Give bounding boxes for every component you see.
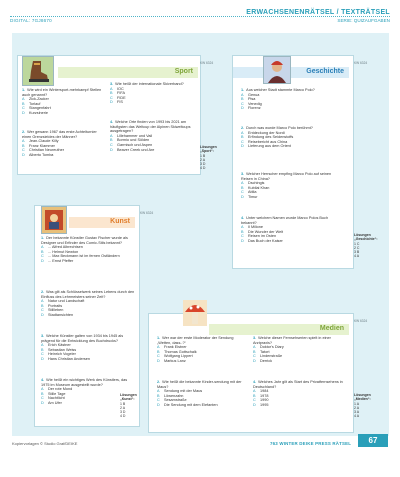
kunst-kw: KW 6324 <box>140 211 154 215</box>
medien-card <box>148 313 354 433</box>
mushroom-icon <box>183 300 207 326</box>
portrait-icon <box>264 57 290 83</box>
sport-solutions: Lösungen „Sport“: 1 B 2 A 3 D 4 D <box>200 145 217 171</box>
geschichte-solutions: Lösungen „Geschichte“: 1 C 2 C 3 B 4 A <box>354 233 378 259</box>
footer-copyright: Kopiervorlagen © Studio Graf/DEIKE <box>12 441 78 446</box>
kunst-image <box>41 206 67 234</box>
sport-title: Sport <box>174 68 193 75</box>
geschichte-question-4: 4. Unter welchem Namen wurde Marco Polos Buch bekannt? A Il Milione B Die Wunder der Welt C Reisen im Osten D Das Buch der Kaiser <box>241 216 329 243</box>
medien-question-3: 3. Welche dieser Fernsehserien spielt in einer Arztpraxis? A Doktor's Diary B Tatort C Lindenstraße D Derrick <box>253 336 331 363</box>
medien-left-solutions: Lösungen „Kunst“: 1 B 2 A 3 D 4 D <box>120 393 137 419</box>
header-digital-code: DIGITAL: 7GJ8670 <box>10 18 52 23</box>
medien-question-1: 1. Wer war der erste Moderator der Sendung „Wetten, dass..?“ A Frank Elstner B Thomas Gottschalk C Wolfgang Lippert D Markus Lanz <box>157 336 234 363</box>
sport-question-1: 1. Wie wird ein Wintersport-mehrkampf Stellen auch genannt? A Zick-Zacker B Torlauf C Stangenfahrt D Kurzslnerie <box>22 88 102 115</box>
kunst-question-3: 3. Welche Künstler galten von 1934 bis 1945 als prägend für die Entwicklung des Buchdrucks? A Erich Kästner B Sebastian Weiss C Heinrich Vogeler D Hans Christian Andersen <box>41 334 124 361</box>
sport-kw: KW 6324 <box>200 61 214 65</box>
geschichte-question-1: 1. Aus welcher Stadt stammte Marco Polo? A Genua B Pisa C Venedig D Florenz <box>241 88 315 111</box>
kunst-title: Kunst <box>110 218 130 225</box>
footer-publication: 763 WINTER DEIKE PRESS RÄTSEL <box>270 441 352 446</box>
medien-kw: KW 6324 <box>354 319 368 323</box>
kunst-title-bar <box>69 217 135 228</box>
header-series: SERIE: QUIZAUFGABEN <box>337 18 390 23</box>
geschichte-title-bar <box>233 67 349 78</box>
ski-boot-icon <box>23 57 53 85</box>
geschichte-kw: KW 6324 <box>354 61 368 65</box>
page-number: 67 <box>358 434 388 447</box>
geschichte-question-3: 3. Welcher Herrscher empfing Marco Polo auf seinen Reisen in China? A Dschingis B Kubilai Khan C Attila D Timur <box>241 172 332 199</box>
geschichte-image <box>263 56 291 84</box>
medien-question-2: 2. Wie heißt die bekannte Kinder-sendung mit der Maus? A Sendung mit der Maus B Löwenzahn C Sesamstraße D Die Sendung mit dem Elefanten <box>157 380 242 407</box>
sport-question-3: 3. Wie heißt der internationale Skiverband? A IOC B FIFA C FIDE D FIS <box>110 82 184 105</box>
geschichte-question-2: 2. Durch was wurde Marco Polo berühmt? A Entdeckung der Nordi B Erfindung des Seidenstoffs C Reisebericht aus China D Lieferung aus dem Orient <box>241 126 313 149</box>
kunst-question-1: 1. Der bekannte Künstler Gustav Fischer wurde als Designer und Erfinder des Comic-Stils bekannt? A ... Alfred Albrechtsen B ... Helmut Newton C ... Max Beckmann ist im fernen Ostländern D ... Ernst Pfeffer <box>41 236 128 263</box>
kunst-question-2: 2. Was gilt als Schlüsselwerk seines Lebens durch den Einfluss des Lehrmeisters seiner Zeit? A Natur und Landschaft B Portraits C Stillleben D Stadtansichten <box>41 290 135 317</box>
medien-question-4: 4. Welches Jahr gilt als Start des Privatfernsehens in Deutschland? A 1984 B 1978 C 1990 D 1995 <box>253 380 343 407</box>
medien-right-solutions: Lösungen „Medien“: 1 A 2 A 3 A 4 A <box>354 393 371 419</box>
geschichte-card <box>232 55 354 269</box>
medien-image <box>183 300 207 326</box>
kunst-question-4: 4. Wie heißt ein wichtiges Werk des Künstlers, das 1975 im Museum ausgestellt wurde? A Der rote Mond B Stille Tage C Nachtlicht D Am Ufer <box>41 378 128 405</box>
sport-question-2: 2. Wer gewann 1967 das erste Achtelturnier einen Grenzsieldes der Männer? A Jean-Claude Killy B Franz Klammer C Christian Neureuther D Alberto Tomba <box>22 130 97 157</box>
sport-question-4: 4. Welche Orte finden von 1993 bis 2021 am häufigsten das Weltcup der Alpinen Skiweltcups ausgetragen? A Lillehammer und Vail B Bormio und Sölden C Garmisch und Aspen D Beaver Creek und Are <box>110 120 191 152</box>
page-header <box>10 6 390 26</box>
header-divider <box>10 16 390 17</box>
geschichte-title: Geschichte <box>306 68 344 75</box>
painting-icon <box>42 207 66 233</box>
sport-image <box>22 56 54 86</box>
header-title: ERWACHSENENRÄTSEL / TEXTRÄTSEL <box>246 9 390 16</box>
medien-title: Medien <box>319 325 344 332</box>
medien-title-bar <box>209 324 349 335</box>
sport-title-bar <box>58 67 198 78</box>
content-area <box>12 33 389 436</box>
sport-card <box>17 55 201 175</box>
